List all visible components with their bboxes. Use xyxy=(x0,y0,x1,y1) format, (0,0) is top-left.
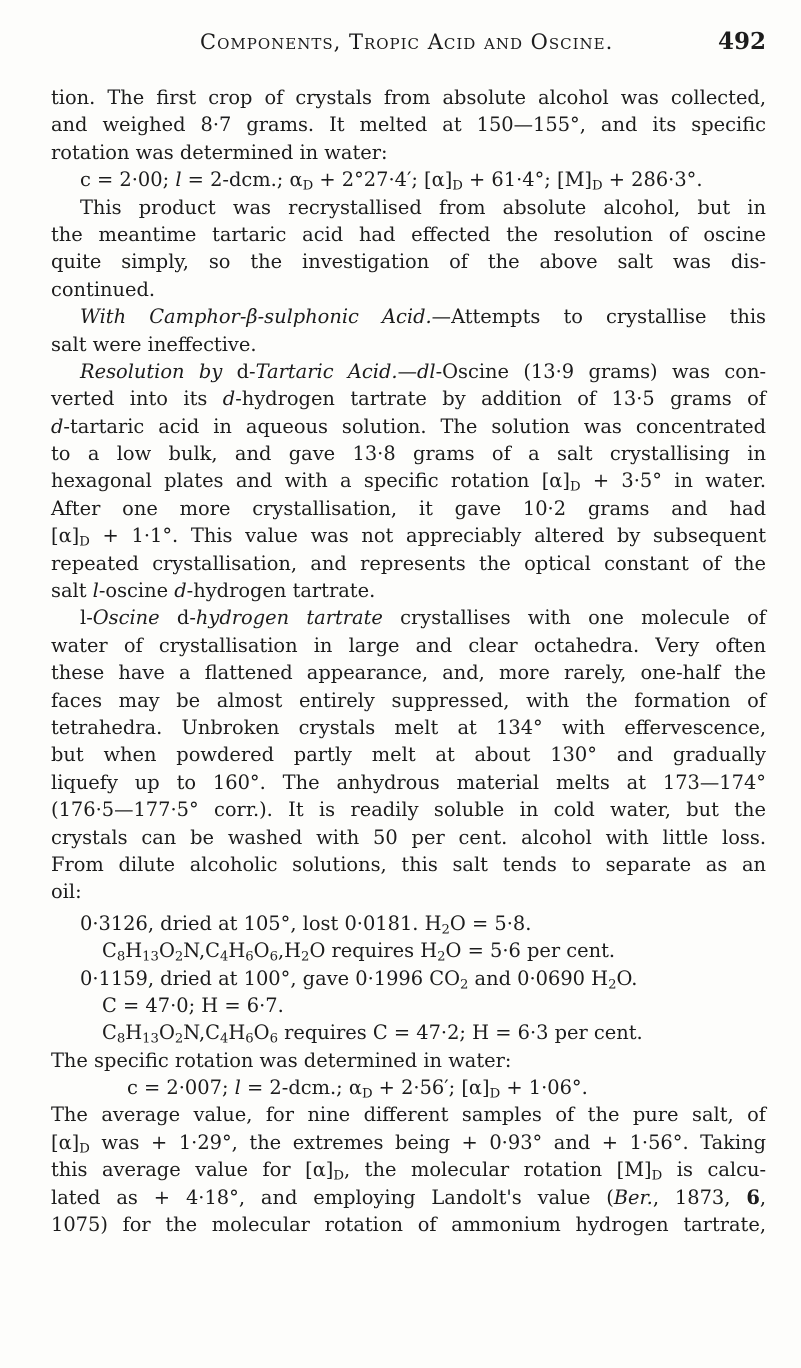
text-line: this average value for $[\alpha]_D$, the molecular rotation $[M]_D$ is calcu- xyxy=(51,1158,766,1184)
text-line: verted into its d-hydrogen tartrate by addition of 13·5 grams of xyxy=(51,387,766,411)
text-line: $C_8H_{13}O_2N,C_4H_6O_6$ requires C = 47·2; H = 6·3 per cent. xyxy=(102,1021,643,1047)
text-line: This product was recrystallised from absolute alcohol, but in xyxy=(80,195,766,219)
text-line: c = 2·00; l = 2-dcm.; $\alpha_D + 2^\circ 27\cdot 4'$; $[\alpha]_D + 61\cdot 4^\circ$; $[M]_D + 286\cdot 3^\circ$. xyxy=(80,168,703,194)
text-line: and weighed 8·7 grams. It melted at 150—155°, and its specific xyxy=(51,113,766,137)
text-line: to a low bulk, and gave 13·8 grams of a salt crystallising in xyxy=(51,442,766,466)
running-title: Components, Tropic Acid and Oscine. xyxy=(200,30,614,54)
text-line: From dilute alcoholic solutions, this salt tends to separate as an xyxy=(51,852,766,876)
text-line: salt l-oscine d-hydrogen tartrate. xyxy=(51,579,376,603)
text-line: With Camphor-β-sulphonic Acid.—Attempts to crystallise this xyxy=(80,305,767,329)
text-line: Resolution by d-Tartaric Acid.—dl-Oscine (13·9 grams) was con- xyxy=(80,359,767,383)
text-line: hexagonal plates and with a specific rotation $[\alpha]_D + 3\cdot 5^\circ$ in water. xyxy=(51,469,767,495)
text-line: 0·1159, dried at 100°, gave 0·1996 $CO_2$ and 0·0690 $H_2O$. xyxy=(80,966,638,992)
text-line: l-Oscine d-hydrogen tartrate crystallises with one molecule of xyxy=(80,606,766,630)
text-line: salt were ineffective. xyxy=(51,332,257,356)
text-line: the meantime tartaric acid had effected the resolution of oscine xyxy=(51,222,766,246)
text-line: these have a flattened appearance, and, more rarely, one-half the xyxy=(51,661,766,685)
text-line: continued. xyxy=(51,277,156,301)
text-line: tetrahedra. Unbroken crystals melt at 134° with effervescence, xyxy=(51,715,766,739)
text-line: $[\alpha]_D + 1\cdot 1^\circ$. This value was not appreciably altered by subsequent xyxy=(51,524,766,550)
text-line: The specific rotation was determined in water: xyxy=(51,1048,512,1072)
page-header xyxy=(0,28,801,72)
text-line: liquefy up to 160°. The anhydrous material melts at 173—174° xyxy=(51,770,766,794)
text-line: rotation was determined in water: xyxy=(51,140,388,164)
text-line: $[\alpha]_D$ was + 1·29°, the extremes being + 0·93° and + 1·56°. Taking xyxy=(51,1130,766,1157)
text-line: After one more crystallisation, it gave 10·2 grams and had xyxy=(51,496,766,520)
text-line: crystals can be washed with 50 per cent. alcohol with little loss. xyxy=(51,825,766,849)
text-line: C = 47·0; H = 6·7. xyxy=(102,993,284,1017)
text-line: lated as + 4·18°, and employing Landolt's value (Ber., 1873, 6, xyxy=(51,1185,766,1209)
page-number: 492 xyxy=(717,28,766,55)
text-line: (176·5—177·5° corr.). It is readily soluble in cold water, but the xyxy=(51,798,766,822)
text-line: repeated crystallisation, and represents the optical constant of the xyxy=(51,551,766,575)
text-line: but when powdered partly melt at about 130° and gradually xyxy=(51,743,766,767)
text-line: quite simply, so the investigation of the above salt was dis- xyxy=(51,250,766,274)
body-text xyxy=(51,84,766,1238)
text-line: The average value, for nine different samples of the pure salt, of xyxy=(51,1103,766,1127)
text-line: faces may be almost entirely suppressed, with the formation of xyxy=(51,688,766,712)
text-line: 1075) for the molecular rotation of ammonium hydrogen tartrate, xyxy=(51,1213,766,1237)
text-line: water of crystallisation in large and clear octahedra. Very often xyxy=(51,633,766,657)
text-line: d-tartaric acid in aqueous solution. The solution was concentrated xyxy=(51,414,766,438)
text-line: $C_8H_{13}O_2N,C_4H_6O_6,H_2O$ requires $H_2O = 5\cdot 6$ per cent. xyxy=(102,939,616,965)
text-line: tion. The first crop of crystals from absolute alcohol was collected, xyxy=(51,86,766,109)
text-line: 0·3126, dried at 105°, lost 0·0181. $H_2O = 5\cdot 8$. xyxy=(80,911,532,938)
text-line: c = 2·007; l = 2-dcm.; $\alpha_D + 2\cdot 56'$; $[\alpha]_D + 1\cdot 06^\circ$. xyxy=(127,1076,588,1102)
text-line: oil: xyxy=(51,880,82,904)
